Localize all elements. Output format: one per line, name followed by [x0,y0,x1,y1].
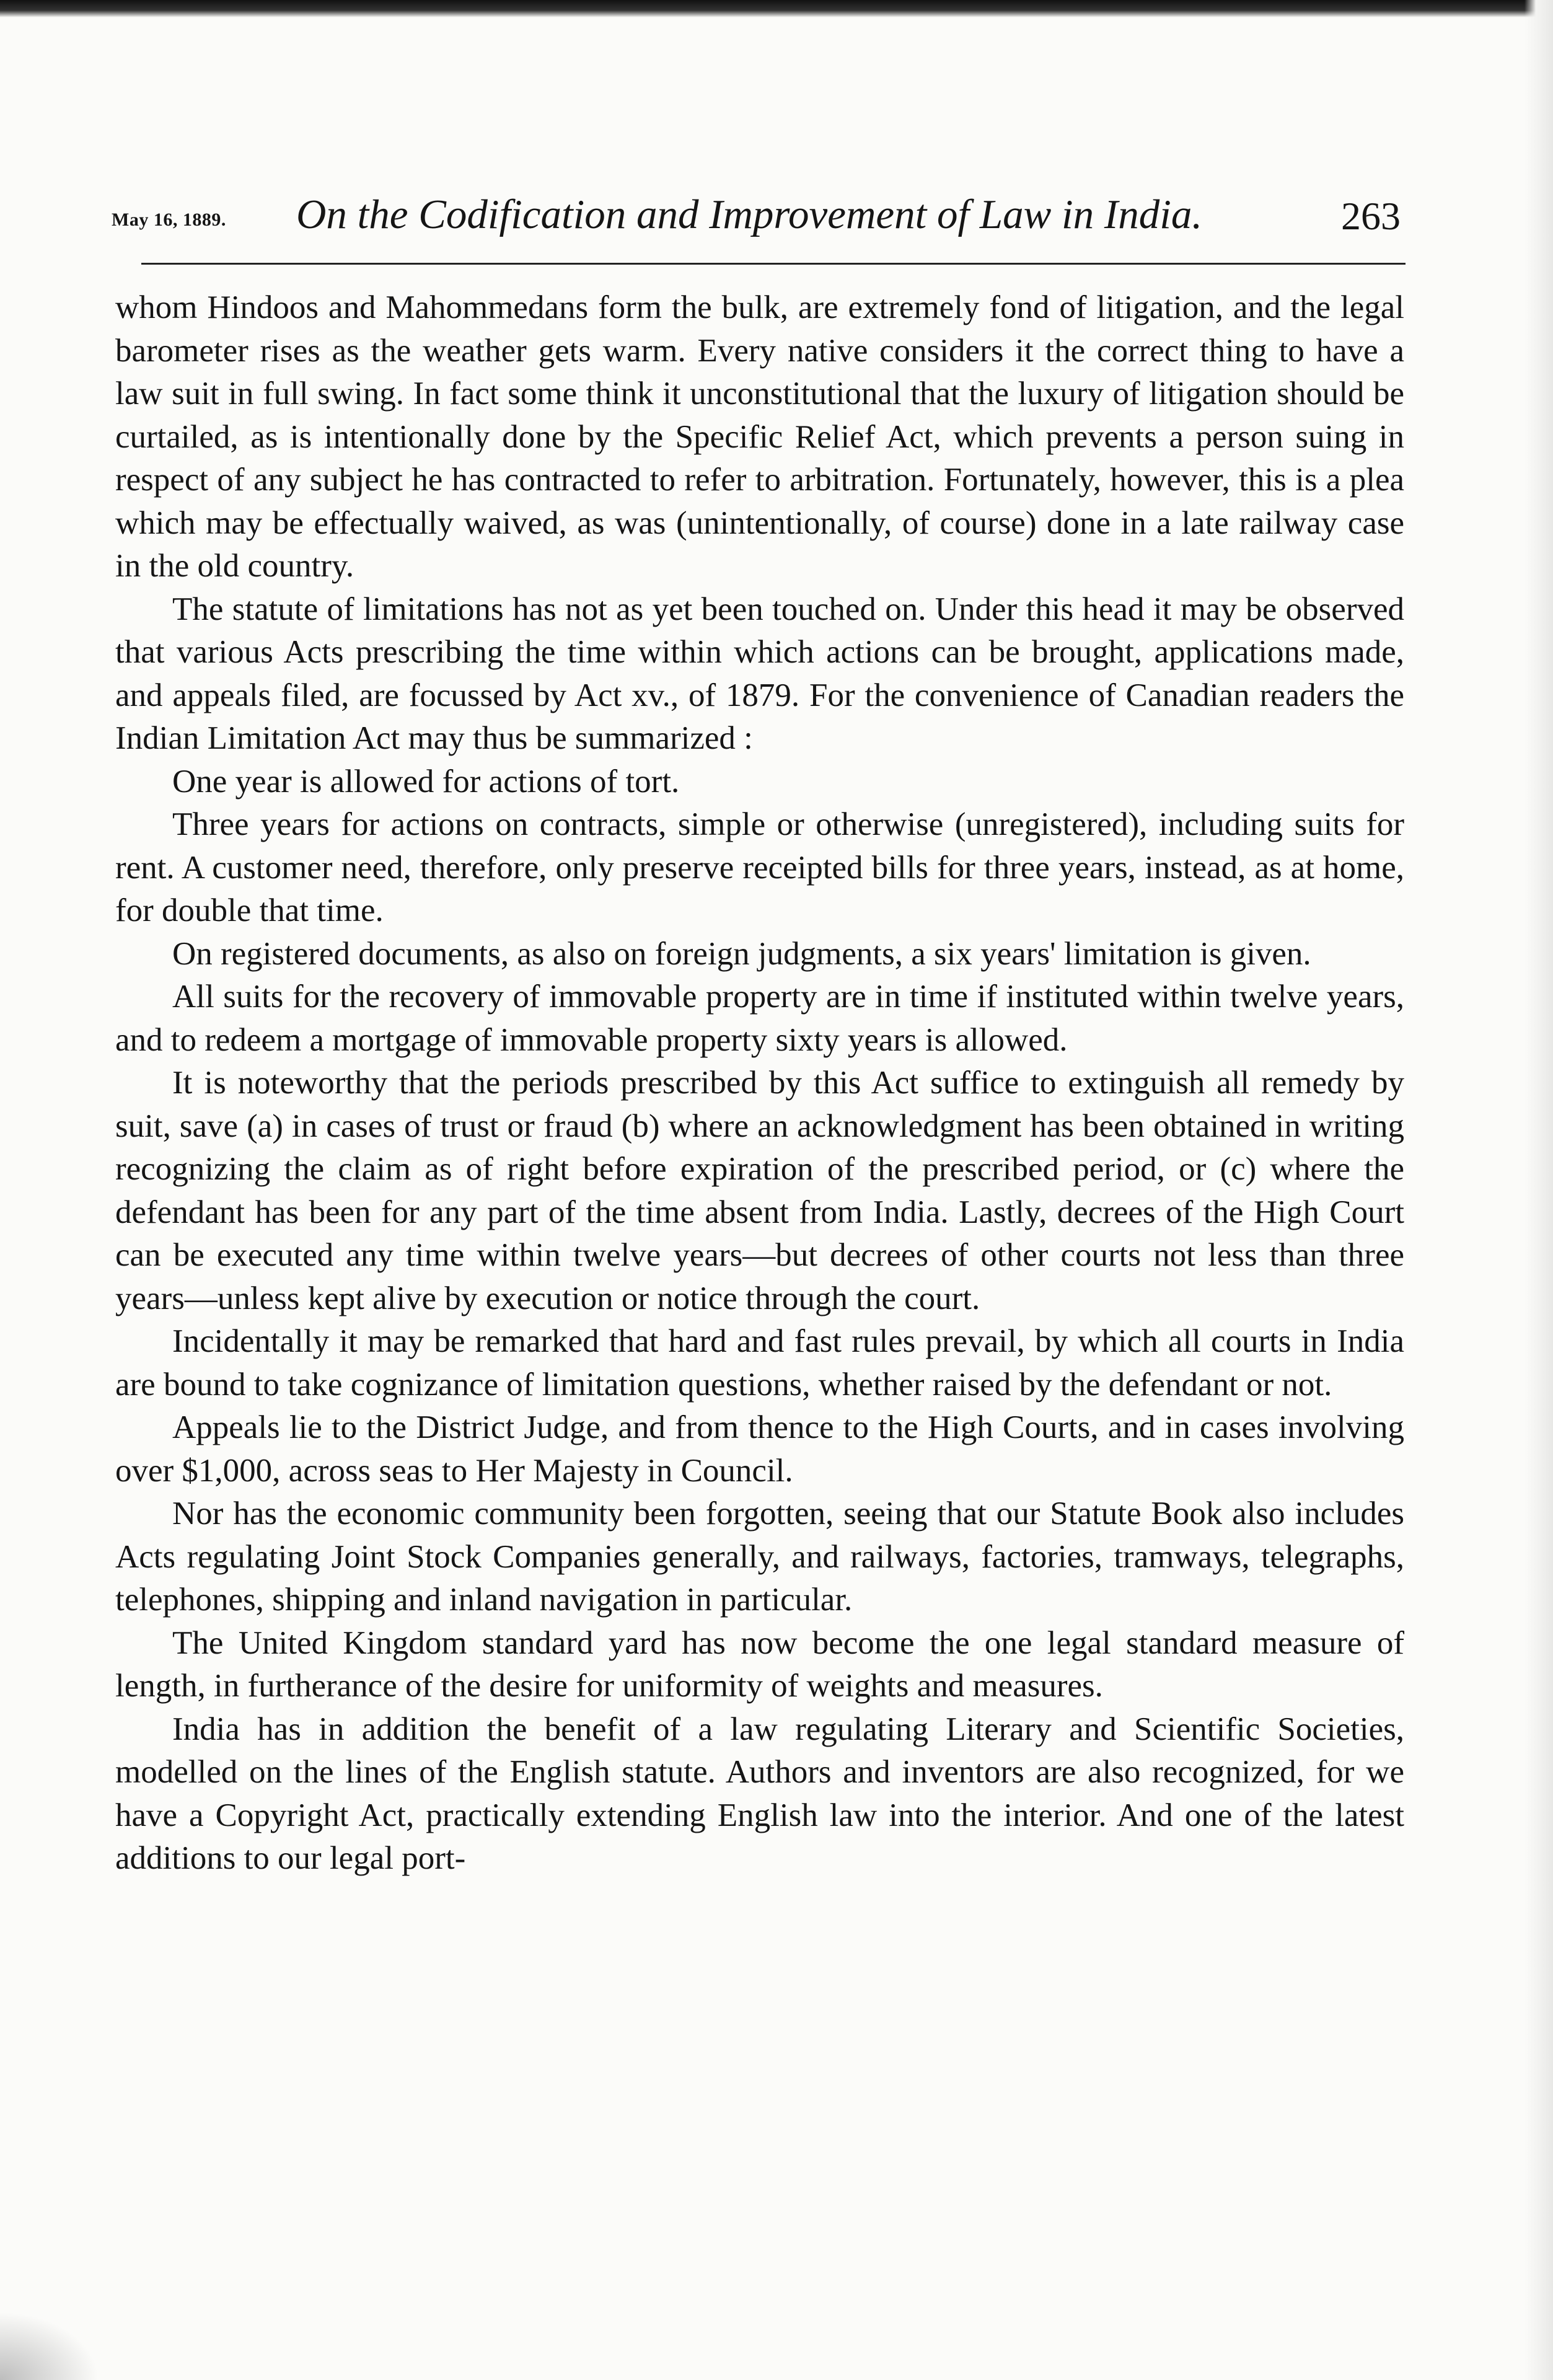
paragraph: Three years for actions on contracts, simple or otherwise (unregistered), including suits for rent. A customer need, therefore, only preserve receipted bills for three years, instead, as at home, for double that time. [115,806,1404,928]
body-text [115,286,1404,1880]
header-title: On the Codification and Improvement of Law in India. [296,192,1203,237]
page-number: 263 [1341,194,1401,238]
paragraph: All suits for the recovery of immovable property are in time if instituted within twelve years, and to redeem a mortgage of immovable property sixty years is allowed. [115,979,1404,1058]
scan-edge-right [1524,0,1553,2380]
header-date: May 16, 1889. [112,209,226,230]
paragraph: Nor has the economic community been forgotten, seeing that our Statute Book also includes Acts regulating Joint Stock Companies generally, and railways, factories, tramways, telegraphs, telephones, shipping and inland navigation in particular. [115,1496,1404,1618]
paragraph: One year is allowed for actions of tort. [172,763,680,800]
paragraph: The United Kingdom standard yard has now become the one legal standard measure of length, in furtherance of the desire for uniformity of weights and measures. [115,1624,1404,1704]
paragraph: whom Hindoos and Mahommedans form the bulk, are extremely fond of litigation, and the legal barometer rises as the weather gets warm. Every native considers it the correct thing to have a law suit in full swing. In fact some think it unconstitutional that the luxury of litigation should be curtailed, as is intentionally done by the Specific Relief Act, which prevents a person suing in respect of any subject he has contracted to refer to arbitration. Fortunately, however, this is a plea which may be effectually waived, as was (unintentionally, of course) done in a late railway case in the old country. [115,289,1404,584]
paragraph: India has in addition the benefit of a law regulating Literary and Scientific Societies, modelled on the lines of the English statute. Authors and inventors are also recognized, for we have a Copyright Act, practically extending English law into the interior. And one of the latest additions to our legal port- [115,1711,1404,1876]
paragraph: Appeals lie to the District Judge, and from thence to the High Courts, and in cases involving over $1,000, across seas to Her Majesty in Council. [115,1409,1404,1489]
paragraph: On registered documents, as also on foreign judgments, a six years' limitation is given. [172,935,1311,972]
paragraph: It is noteworthy that the periods prescribed by this Act suffice to extinguish all remedy by suit, save (a) in cases of trust or fraud (b) where an acknowledgment has been obtained in writing recognizing the claim as of right before expiration of the prescribed period, or (c) where the defendant has been for any part of the time absent from India. Lastly, decrees of the High Court can be executed any time within twelve years—but decrees of other courts not less than three years—unless kept alive by execution or notice through the court. [115,1065,1404,1316]
header-rule [141,263,1406,265]
scan-smudge [0,2312,99,2380]
paragraph: Incidentally it may be remarked that hard and fast rules prevail, by which all courts in India are bound to take cognizance of limitation questions, whether raised by the defendant or not. [115,1323,1404,1403]
running-head [112,191,1401,259]
paragraph: The statute of limitations has not as yet been touched on. Under this head it may be observed that various Acts prescribing the time within which actions can be brought, applications made, and appeals filed, are focussed by Act xv., of 1879. For the convenience of Canadian readers the Indian Limitation Act may thus be summarized : [115,591,1404,756]
scan-edge-top [0,0,1553,17]
